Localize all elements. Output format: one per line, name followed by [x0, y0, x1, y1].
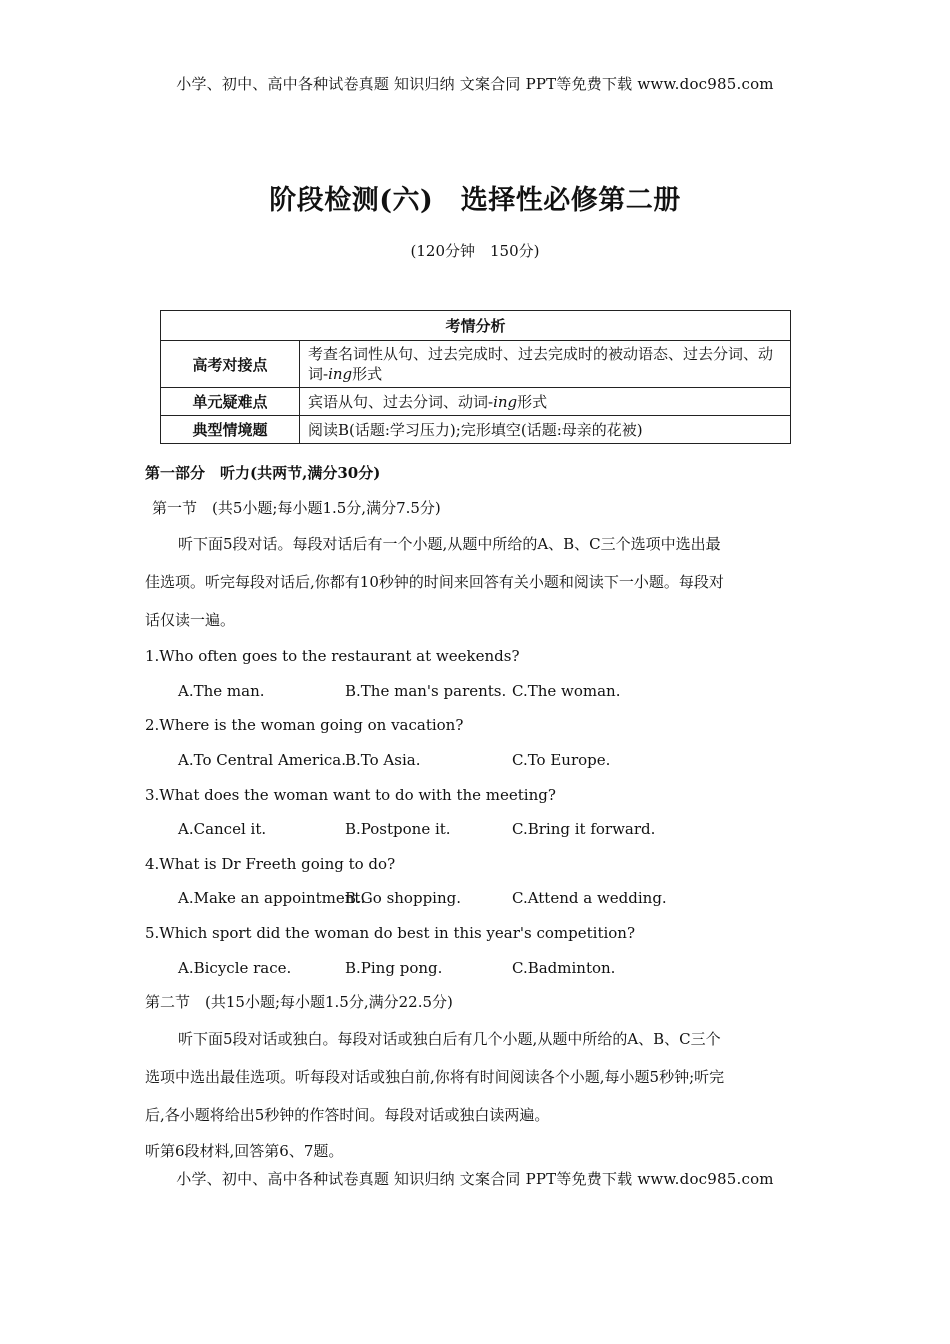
option-c: C.Attend a wedding.: [512, 889, 667, 908]
row-key: 单元疑难点: [161, 388, 300, 416]
part-title: 第一部分 听力(共两节,满分30分): [145, 464, 381, 482]
page-header: 小学、初中、高中各种试卷真题 知识归纳 文案合同 PPT等免费下载 www.doc985.com: [176, 75, 774, 93]
question-text: 3.What does the woman want to do with the meeting?: [145, 785, 556, 804]
row-key: 高考对接点: [161, 341, 300, 388]
question-text: 5.Which sport did the woman do best in this year's competition?: [145, 923, 636, 942]
instruction-line: 选项中选出最佳选项。听每段对话或独白前,你将有时间阅读各个小题,每小题5秒钟;听完: [145, 1067, 725, 1086]
page-title: 阶段检测(六) 选择性必修第二册: [269, 185, 681, 216]
instruction-line: 话仅读一遍。: [145, 611, 236, 630]
option-c: C.Badminton.: [512, 958, 616, 977]
answer-options: [145, 743, 793, 778]
option-a: A.Cancel it.: [178, 820, 267, 839]
row-value: 宾语从句、过去分词、动词-ing形式: [300, 388, 791, 416]
row-value: 阅读B(话题:学习压力);完形填空(话题:母亲的花被): [300, 416, 791, 444]
table-row: [161, 416, 791, 444]
answer-options: [145, 674, 793, 709]
instruction-line: 后,各小题将给出5秒钟的作答时间。每段对话或独白读两遍。: [145, 1105, 550, 1124]
option-a: A.Make an appointment.: [178, 889, 366, 908]
row-value: 考查名词性从句、过去完成时、过去完成时的被动语态、过去分词、动词-ing形式: [300, 341, 791, 388]
option-a: A.The man.: [178, 681, 265, 700]
option-c: C.Bring it forward.: [512, 820, 656, 839]
option-c: C.To Europe.: [512, 750, 611, 769]
analysis-table: [160, 310, 791, 444]
option-b: B.Go shopping.: [345, 889, 461, 908]
section-heading: 第一节 (共5小题;每小题1.5分,满分7.5分): [152, 498, 441, 517]
option-b: B.Ping pong.: [345, 958, 443, 977]
answer-options: [145, 881, 793, 916]
instruction-line: 佳选项。听完每段对话后,你都有10秒钟的时间来回答有关小题和阅读下一小题。每段对: [145, 573, 724, 592]
page-footer: 小学、初中、高中各种试卷真题 知识归纳 文案合同 PPT等免费下载 www.doc985.com: [176, 1170, 774, 1188]
option-b: B.To Asia.: [345, 750, 421, 769]
analysis-heading: 考情分析: [161, 311, 791, 341]
table-row: [161, 341, 791, 388]
question-text: 2.Where is the woman going on vacation?: [145, 716, 464, 735]
answer-options: [145, 951, 793, 986]
question-text: 1.Who often goes to the restaurant at weekends?: [145, 647, 520, 666]
option-b: B.Postpone it.: [345, 820, 451, 839]
answer-options: [145, 812, 793, 847]
option-a: A.Bicycle race.: [178, 958, 292, 977]
option-b: B.The man's parents.: [345, 681, 507, 700]
exam-content: [145, 456, 793, 1168]
row-key: 典型情境题: [161, 416, 300, 444]
option-a: A.To Central America.: [178, 750, 346, 769]
instruction-line: 听下面5段对话。每段对话后有一个小题,从题中所给的A、B、C三个选项中选出最: [178, 535, 721, 554]
section-heading: 第二节 (共15小题;每小题1.5分,满分22.5分): [145, 993, 453, 1012]
option-c: C.The woman.: [512, 681, 621, 700]
listening-note: 听第6段材料,回答第6、7题。: [145, 1141, 344, 1160]
page-subtitle: (120分钟 150分): [410, 242, 540, 260]
instruction-line: 听下面5段对话或独白。每段对话或独白后有几个小题,从题中所给的A、B、C三个: [178, 1029, 721, 1048]
table-row: [161, 388, 791, 416]
question-text: 4.What is Dr Freeth going to do?: [145, 854, 396, 873]
